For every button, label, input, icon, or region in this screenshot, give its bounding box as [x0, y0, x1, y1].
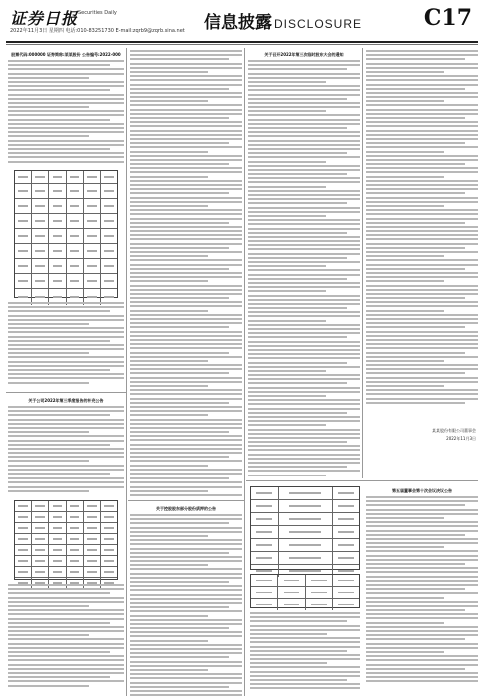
masthead-logo: 证券日报 — [10, 9, 79, 28]
page-number: C17 — [423, 5, 472, 31]
announcement-block-d — [130, 504, 242, 696]
block-title: 关于召开2022年第三次临时股东大会的通知 — [264, 52, 344, 57]
announcement-text — [250, 612, 360, 696]
announcement-block-c — [130, 50, 242, 496]
announcement-block-f — [366, 50, 478, 422]
announcement-text — [8, 302, 124, 390]
block-title: 股票代码:000000 证券简称:某某股份 公告编号:2022-000 — [11, 52, 121, 57]
block-divider — [6, 392, 126, 393]
header-rule-thin — [6, 44, 478, 45]
announcement-block-g — [366, 486, 478, 696]
data-table — [250, 486, 360, 570]
section-title-en: DISCLOSURE — [274, 17, 363, 31]
column-divider — [362, 48, 363, 478]
block-divider — [128, 500, 244, 501]
signature-date: 2022年11月3日 — [446, 436, 476, 441]
announcement-block-a — [8, 50, 124, 168]
section-title-cn: 信息披露 — [204, 13, 272, 33]
data-table — [250, 574, 360, 608]
data-table — [14, 170, 118, 298]
block-divider — [246, 480, 478, 481]
dateline: 2022年11月3日 星期四 电话:010-83251730 E-mail:zqrb9@zqrb.sina.net — [10, 28, 185, 34]
signature-board: 某某股份有限公司董事会 — [432, 428, 476, 433]
column-divider — [126, 48, 127, 696]
block-title: 第五届董事会第十次会议决议公告 — [392, 488, 452, 493]
page-header — [6, 4, 480, 40]
data-table — [14, 500, 118, 580]
header-rule — [6, 41, 478, 43]
column-divider — [244, 48, 245, 696]
masthead-subtitle: Securities Daily — [78, 10, 117, 16]
block-title: 关于控股股东部分股份质押的公告 — [156, 506, 216, 511]
block-title: 关于公司2022年第三季度报告的补充公告 — [28, 398, 104, 403]
announcement-block-e — [248, 50, 360, 476]
announcement-block-b — [8, 396, 124, 496]
announcement-text — [8, 584, 124, 696]
section-title — [204, 8, 362, 33]
